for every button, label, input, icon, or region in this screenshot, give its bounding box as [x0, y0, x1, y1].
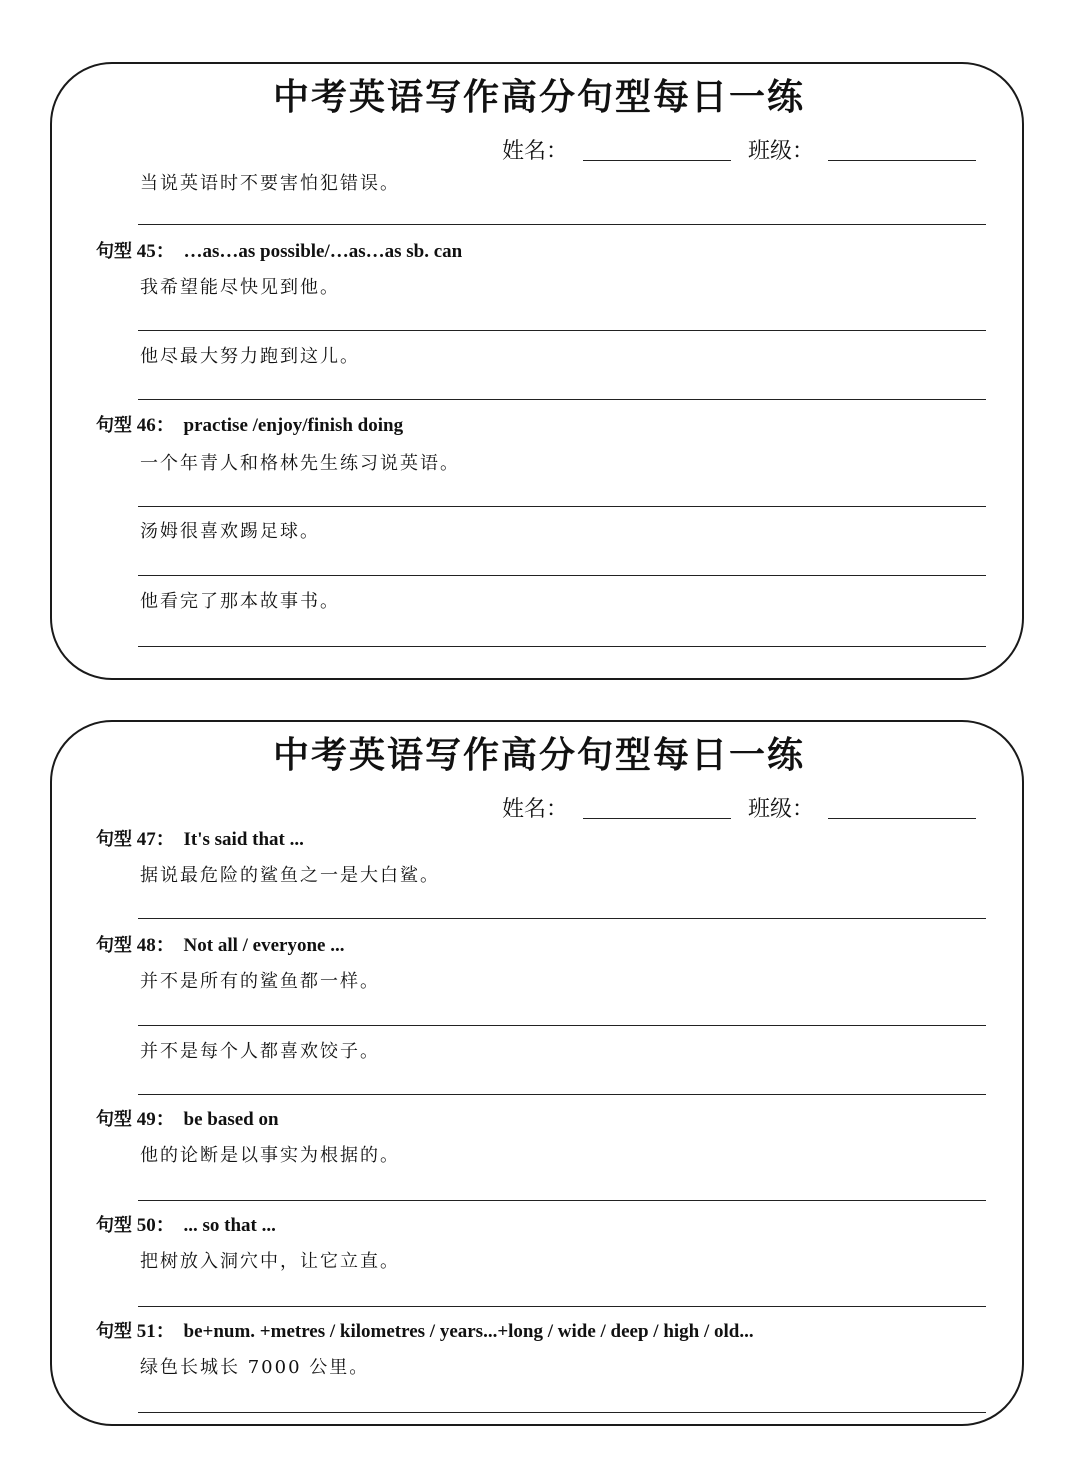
- pattern-heading: [96, 1108, 279, 1132]
- pattern-label: 句型: [96, 415, 132, 436]
- pattern-text: …as…as possible/…as…as sb. can: [183, 241, 463, 262]
- pattern-label: 句型: [96, 829, 132, 850]
- class-label: 班级：: [748, 797, 815, 822]
- pattern-number: 47：: [136, 829, 175, 850]
- pattern-label: 句型: [96, 935, 132, 956]
- answer-line[interactable]: [138, 330, 986, 331]
- prompt-sentence: 汤姆很喜欢踢足球。: [140, 521, 320, 542]
- prompt-sentence: 绿色长城长 7000 公里。: [140, 1357, 370, 1378]
- worksheet-title: 中考英语写作高分句型每日一练: [272, 735, 805, 776]
- pattern-number: 46：: [136, 415, 175, 436]
- pattern-heading: [96, 1320, 754, 1344]
- answer-line[interactable]: [138, 1025, 986, 1026]
- prompt-sentence: 他尽最大努力跑到这儿。: [140, 346, 360, 367]
- pattern-number: 48：: [136, 935, 175, 956]
- answer-line[interactable]: [138, 1412, 986, 1413]
- answer-line[interactable]: [138, 575, 986, 576]
- pattern-text: Not all / everyone ...: [183, 935, 345, 956]
- prompt-sentence: 把树放入洞穴中，让它立直。: [140, 1251, 400, 1272]
- prompt-sentence: 我希望能尽快见到他。: [140, 277, 340, 298]
- answer-line[interactable]: [138, 1094, 986, 1095]
- worksheet-card-1: [50, 62, 1024, 680]
- prompt-sentence: 他看完了那本故事书。: [140, 591, 340, 612]
- answer-line[interactable]: [138, 399, 986, 400]
- pattern-label: 句型: [96, 1321, 132, 1342]
- worksheet-card-2: [50, 720, 1024, 1426]
- prompt-sentence: 当说英语时不要害怕犯错误。: [140, 173, 400, 194]
- worksheet-title: 中考英语写作高分句型每日一练: [272, 77, 805, 118]
- name-blank[interactable]: [583, 160, 731, 161]
- pattern-heading: [96, 414, 403, 438]
- pattern-text: be based on: [183, 1109, 279, 1130]
- answer-line[interactable]: [138, 1200, 986, 1201]
- pattern-number: 49：: [136, 1109, 175, 1130]
- pattern-heading: [96, 828, 304, 852]
- answer-line[interactable]: [138, 506, 986, 507]
- pattern-text: be+num. +metres / kilometres / years...+long / wide / deep / high / old...: [183, 1321, 754, 1342]
- prompt-sentence: 一个年青人和格林先生练习说英语。: [140, 453, 460, 474]
- class-blank[interactable]: [828, 818, 976, 819]
- name-blank[interactable]: [583, 818, 731, 819]
- pattern-text: ... so that ...: [183, 1215, 276, 1236]
- class-label: 班级：: [748, 139, 815, 164]
- answer-line[interactable]: [138, 918, 986, 919]
- pattern-number: 45：: [136, 241, 175, 262]
- pattern-label: 句型: [96, 241, 132, 262]
- class-blank[interactable]: [828, 160, 976, 161]
- answer-line[interactable]: [138, 646, 986, 647]
- pattern-heading: [96, 1214, 276, 1238]
- pattern-label: 句型: [96, 1109, 132, 1130]
- pattern-number: 50：: [136, 1215, 175, 1236]
- name-label: 姓名：: [502, 797, 569, 822]
- prompt-sentence: 并不是所有的鲨鱼都一样。: [140, 971, 380, 992]
- name-label: 姓名：: [502, 139, 569, 164]
- prompt-sentence: 并不是每个人都喜欢饺子。: [140, 1041, 380, 1062]
- pattern-heading: [96, 240, 462, 264]
- pattern-number: 51：: [136, 1321, 175, 1342]
- pattern-text: It's said that ...: [183, 829, 304, 850]
- pattern-heading: [96, 934, 344, 958]
- answer-line[interactable]: [138, 224, 986, 225]
- answer-line[interactable]: [138, 1306, 986, 1307]
- pattern-label: 句型: [96, 1215, 132, 1236]
- prompt-sentence: 他的论断是以事实为根据的。: [140, 1145, 400, 1166]
- pattern-text: practise /enjoy/finish doing: [183, 415, 404, 436]
- prompt-sentence: 据说最危险的鲨鱼之一是大白鲨。: [140, 865, 440, 886]
